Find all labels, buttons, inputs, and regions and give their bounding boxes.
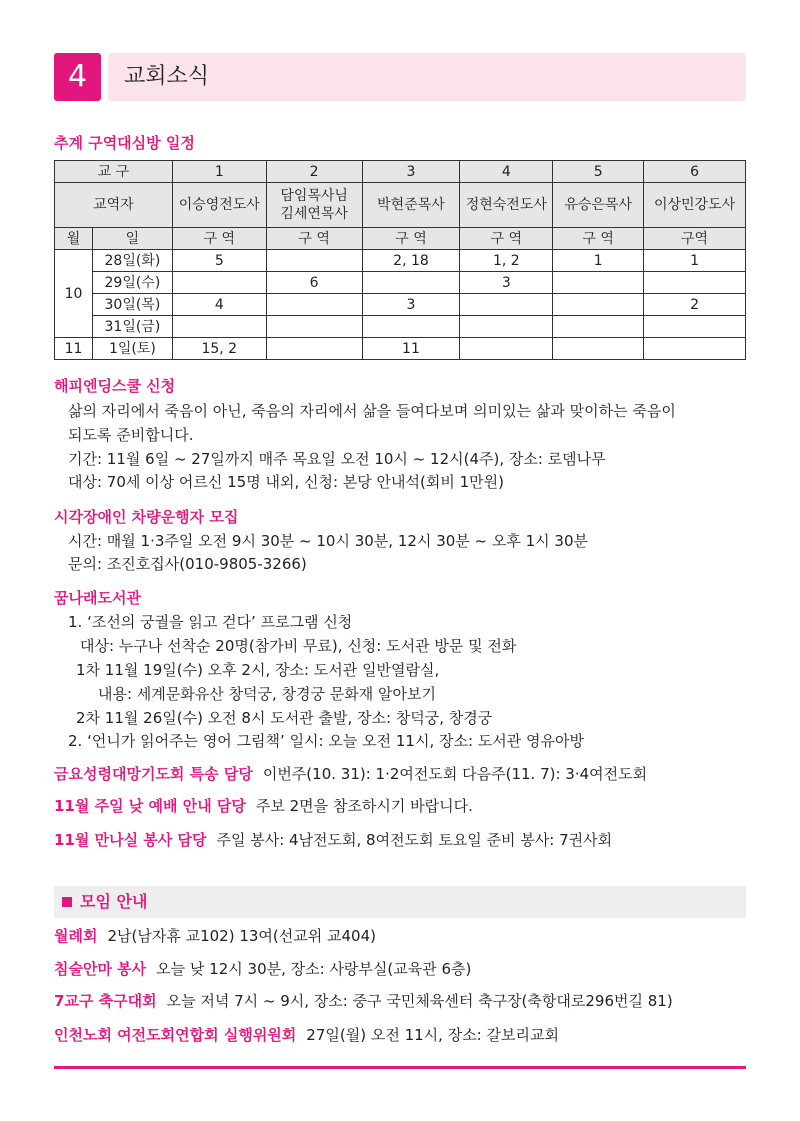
meeting-item: [54, 925, 376, 947]
area-label: 구 역: [460, 228, 553, 250]
area-cell: [553, 272, 644, 294]
duty-label: 금요성령대망기도회 특송 담당: [54, 765, 253, 783]
district-cell: 1: [172, 161, 266, 183]
area-label: 구 역: [553, 228, 644, 250]
area-label: 구 역: [266, 228, 362, 250]
area-cell: 3: [362, 294, 460, 316]
area-cell: [266, 316, 362, 338]
area-cell: [266, 338, 362, 360]
table-row: [55, 338, 746, 360]
meeting-text: 오늘 낮 12시 30분, 장소: 사랑부실(교육관 6층): [156, 960, 472, 978]
district-cell: 3: [362, 161, 460, 183]
driver-line: 문의: 조진호집사(010-9805-3266): [68, 555, 307, 573]
area-cell: [460, 338, 553, 360]
page-number-badge: 4: [54, 53, 101, 101]
area-label: 구 역: [362, 228, 460, 250]
area-cell: 2, 18: [362, 250, 460, 272]
table-row: [55, 250, 746, 272]
duty-label: 11월 주일 낮 예배 안내 담당: [54, 797, 246, 815]
duty-label: 11월 만나실 봉사 담당: [54, 831, 207, 849]
month-cell: 11: [55, 338, 93, 360]
area-cell: [362, 272, 460, 294]
minister-cell: 정현숙전도사: [460, 183, 553, 228]
area-cell: [172, 272, 266, 294]
happy-ending-title: 해피엔딩스쿨 신청: [54, 377, 176, 395]
area-cell: [553, 316, 644, 338]
meetings-title: 모임 안내: [80, 892, 148, 911]
table-row: [55, 294, 746, 316]
library-line: 2차 11월 26일(수) 오전 8시 도서관 출발, 장소: 창덕궁, 창경궁: [76, 709, 493, 727]
meeting-label: 인천노회 여전도회연합회 실행위원회: [54, 1026, 297, 1044]
day-cell: 30일(목): [92, 294, 172, 316]
area-cell: 1, 2: [460, 250, 553, 272]
square-bullet-icon: [62, 897, 72, 907]
duty-text: 주보 2면을 참조하시기 바랍니다.: [255, 797, 473, 815]
page-title: 교회소식: [108, 53, 746, 101]
area-cell: 15, 2: [172, 338, 266, 360]
district-label: 교 구: [55, 161, 173, 183]
duty-text: 이번주(10. 31): 1·2여전도회 다음주(11. 7): 3·4여전도회: [262, 765, 648, 783]
district-cell: 5: [553, 161, 644, 183]
area-cell: 11: [362, 338, 460, 360]
area-cell: 5: [172, 250, 266, 272]
meeting-item: [54, 958, 471, 980]
meeting-text: 27일(월) 오전 11시, 장소: 갈보리교회: [306, 1026, 559, 1044]
meetings-header: [54, 886, 746, 918]
visitation-title: 추계 구역대심방 일정: [54, 134, 195, 152]
meeting-item: [54, 1024, 559, 1046]
duty-item: [54, 829, 612, 851]
area-cell: [172, 316, 266, 338]
day-cell: 28일(화): [92, 250, 172, 272]
area-cell: 1: [644, 250, 746, 272]
duty-text: 주일 봉사: 4남전도회, 8여전도회 토요일 준비 봉사: 7권사회: [216, 831, 613, 849]
month-label: 월: [55, 228, 93, 250]
area-cell: [553, 294, 644, 316]
district-cell: 6: [644, 161, 746, 183]
area-label: 구역: [644, 228, 746, 250]
table-row: [55, 272, 746, 294]
bottom-divider: [54, 1066, 746, 1069]
minister-cell: [266, 183, 362, 228]
library-line: 1차 11월 19일(수) 오후 2시, 장소: 도서관 일반열람실,: [76, 661, 440, 679]
minister-cell: 유승은목사: [553, 183, 644, 228]
area-cell: [266, 250, 362, 272]
table-row: [55, 316, 746, 338]
district-cell: 2: [266, 161, 362, 183]
area-cell: [266, 294, 362, 316]
driver-line: 시간: 매월 1·3주일 오전 9시 30분 ~ 10시 30분, 12시 30분 ~ 오후 1시 30분: [68, 532, 588, 550]
library-title: 꿈나래도서관: [54, 589, 141, 607]
district-cell: 4: [460, 161, 553, 183]
minister-cell: 이승영전도사: [172, 183, 266, 228]
happy-ending-line: 대상: 70세 이상 어르신 15명 내외, 신청: 본당 안내석(회비 1만원): [68, 473, 504, 491]
library-line: 대상: 누구나 선착순 20명(참가비 무료), 신청: 도서관 방문 및 전화: [80, 637, 517, 655]
area-cell: 4: [172, 294, 266, 316]
area-cell: [644, 316, 746, 338]
month-cell: 10: [55, 250, 93, 338]
minister-cell: 이상민강도사: [644, 183, 746, 228]
duty-item: [54, 763, 647, 785]
library-line: 내용: 세계문화유산 창덕궁, 창경궁 문화재 알아보기: [98, 685, 436, 703]
driver-title: 시각장애인 차량운행자 모집: [54, 508, 239, 526]
minister-name: 김세연목사: [280, 206, 348, 222]
area-cell: 6: [266, 272, 362, 294]
library-line: 2. ‘언니가 읽어주는 영어 그림책’ 일시: 오늘 오전 11시, 장소: 도서관 영유아방: [68, 732, 584, 750]
area-cell: [460, 294, 553, 316]
day-cell: 31일(금): [92, 316, 172, 338]
day-label: 일: [92, 228, 172, 250]
day-cell: 29일(수): [92, 272, 172, 294]
meeting-text: 오늘 저녁 7시 ~ 9시, 장소: 중구 국민체육센터 축구장(축항대로296번길 81): [166, 992, 673, 1010]
meeting-label: 7교구 축구대회: [54, 992, 157, 1010]
area-cell: 1: [553, 250, 644, 272]
happy-ending-line: 삶의 자리에서 죽음이 아닌, 죽음의 자리에서 삶을 들여다보며 의미있는 삶과 맞이하는 죽음이: [68, 402, 676, 420]
area-label: 구 역: [172, 228, 266, 250]
minister-name: 담임목사님: [280, 188, 348, 204]
duty-item: [54, 795, 473, 817]
meeting-label: 월례회: [54, 927, 98, 945]
minister-cell: 박현준목사: [362, 183, 460, 228]
area-cell: [460, 316, 553, 338]
visitation-table: [54, 160, 746, 360]
area-cell: 3: [460, 272, 553, 294]
area-cell: [644, 272, 746, 294]
day-cell: 1일(토): [92, 338, 172, 360]
area-cell: [644, 338, 746, 360]
meeting-text: 2남(남자휴 교102) 13여(선교위 교404): [107, 927, 376, 945]
meeting-label: 침술안마 봉사: [54, 960, 147, 978]
meeting-item: [54, 990, 673, 1012]
library-line: 1. ‘조선의 궁궐을 읽고 걷다’ 프로그램 신청: [68, 613, 353, 631]
happy-ending-line: 되도록 준비합니다.: [68, 426, 194, 444]
happy-ending-line: 기간: 11월 6일 ~ 27일까지 매주 목요일 오전 10시 ~ 12시(4주), 장소: 로뎀나무: [68, 450, 606, 468]
area-cell: [553, 338, 644, 360]
area-cell: [362, 316, 460, 338]
minister-label: 교역자: [55, 183, 173, 228]
area-cell: 2: [644, 294, 746, 316]
